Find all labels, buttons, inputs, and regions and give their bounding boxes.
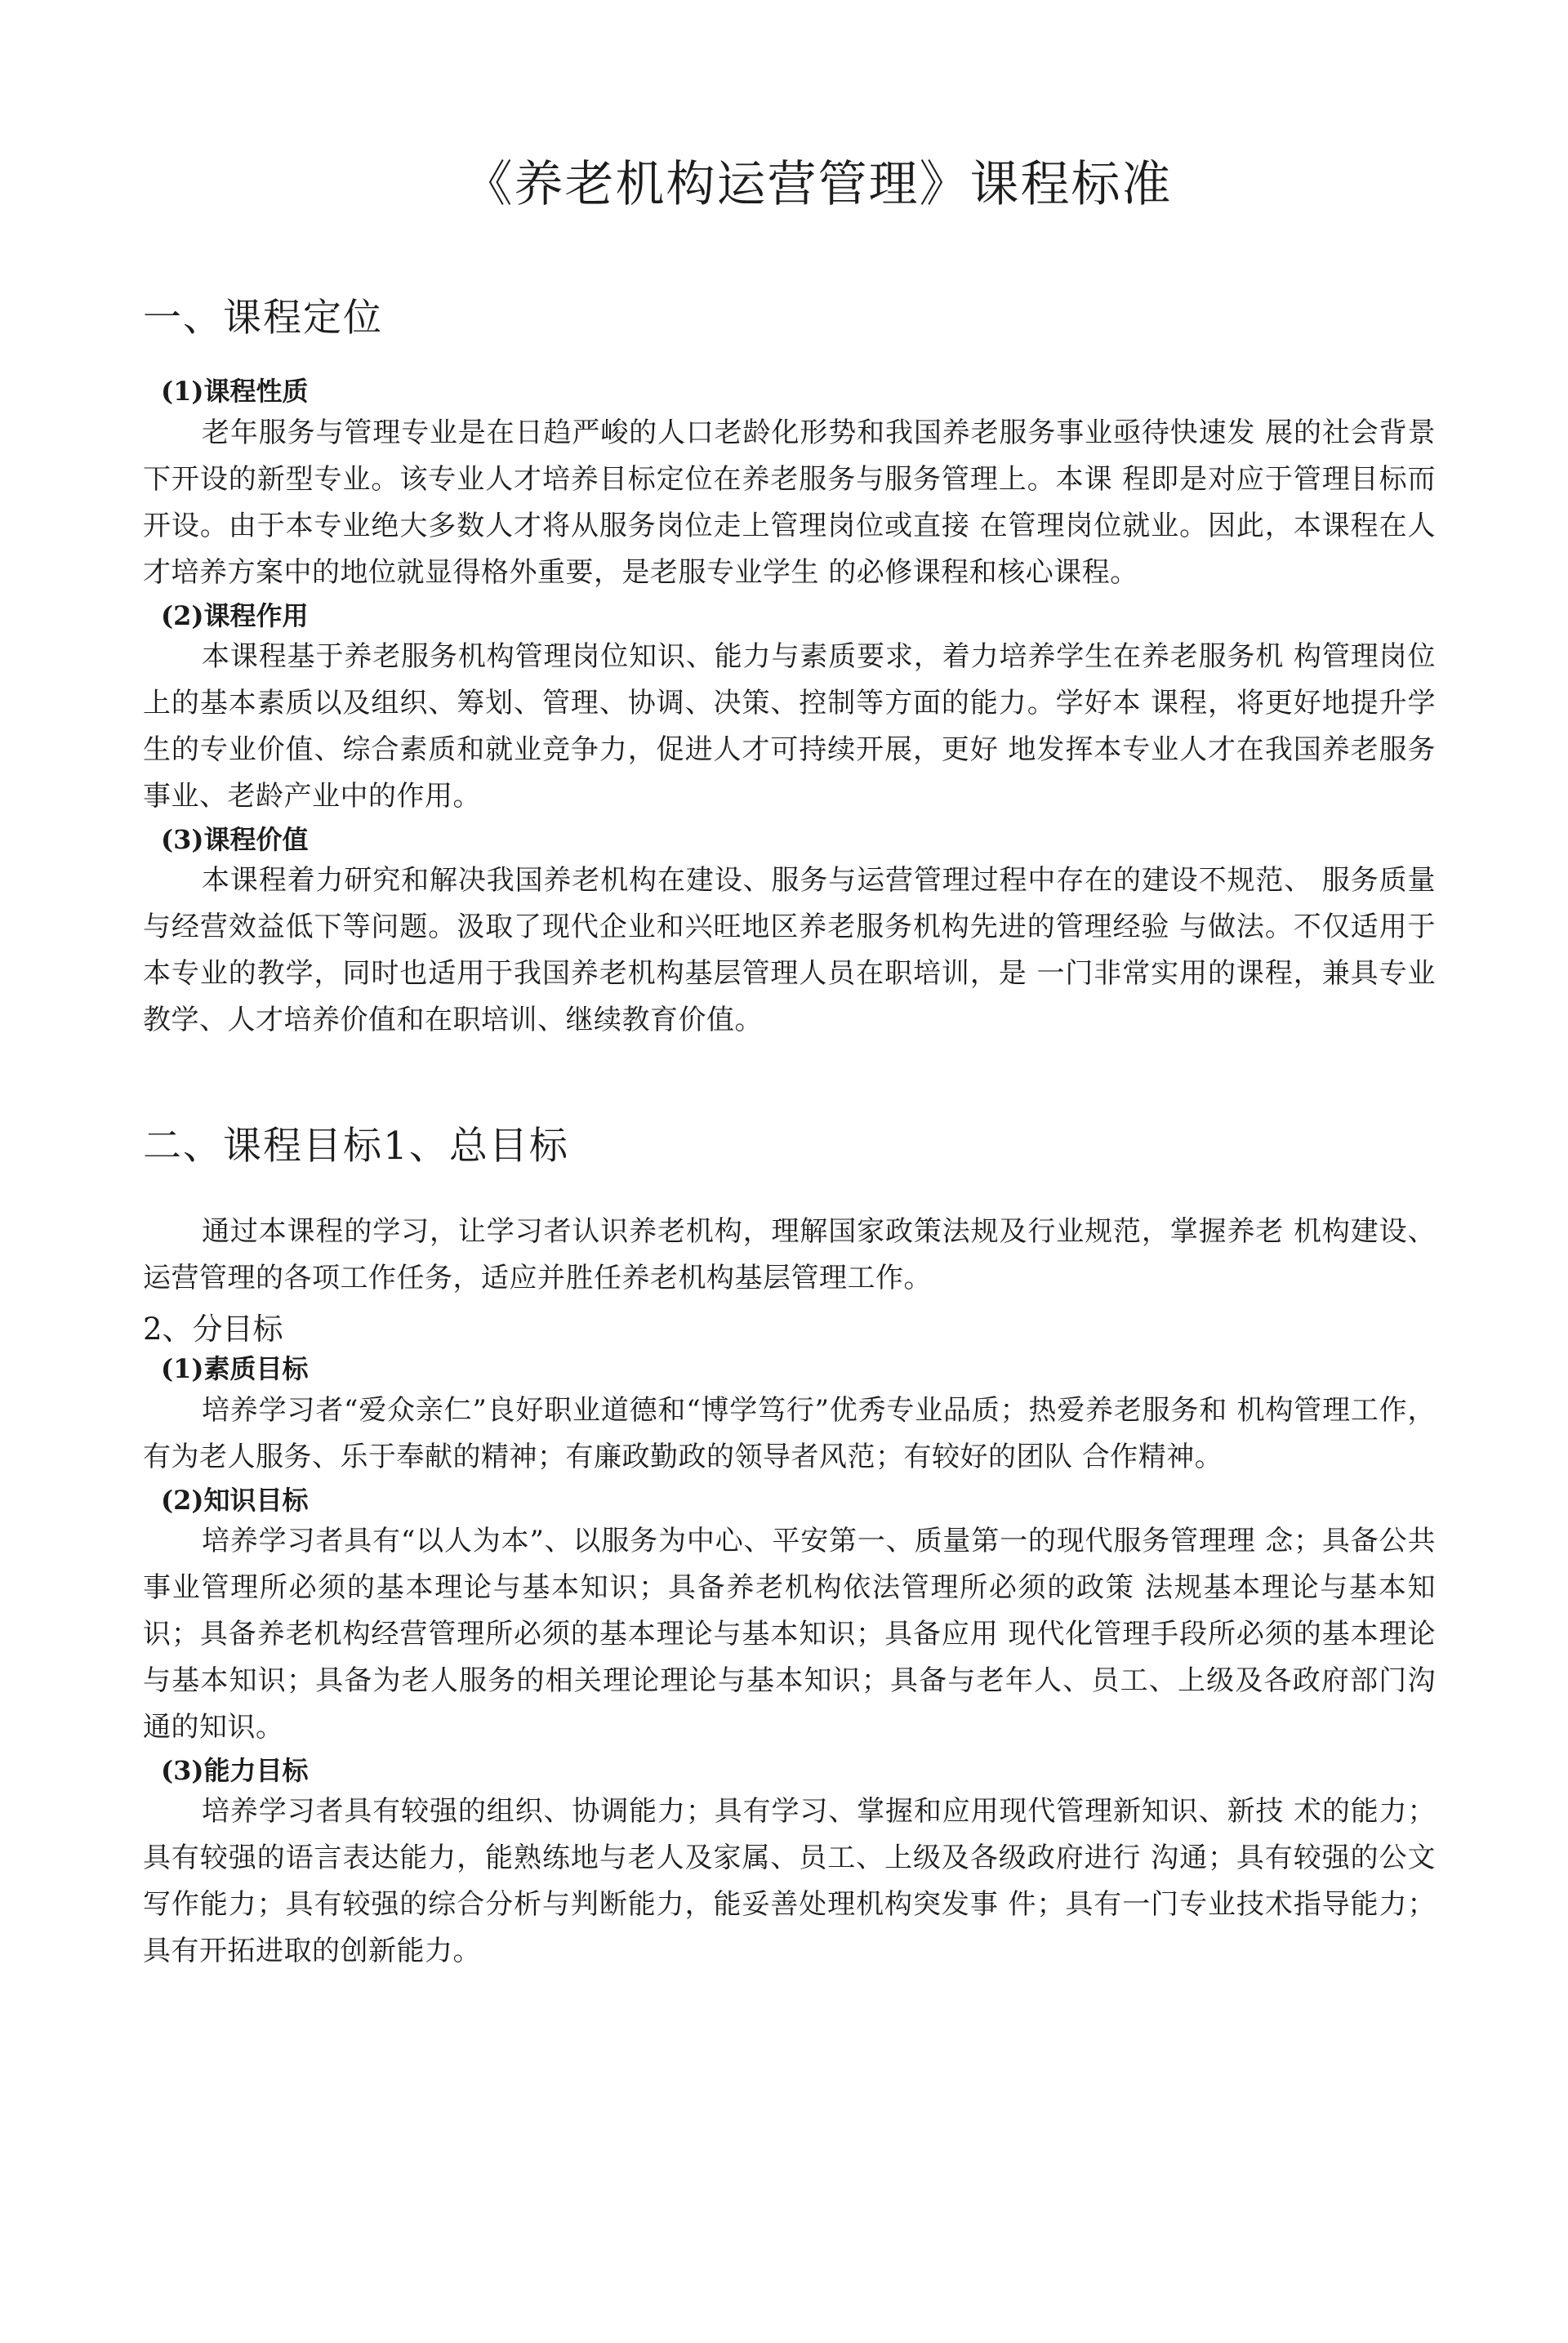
section-course-goals [143, 1124, 1436, 1975]
subheading-knowledge-goal: (2)知识目标 [161, 1484, 309, 1516]
subheading-course-nature: (1)课程性质 [161, 376, 309, 408]
subheading-course-role: (2)课程作用 [161, 599, 309, 631]
subheading-quality-goal: (1)素质目标 [161, 1353, 309, 1385]
subheading-ability-goal: (3)能力目标 [161, 1754, 309, 1786]
paragraph-course-value: 本课程着力研究和解决我国养老机构在建设、服务与运营管理过程中存在的建设不规范、 服务质量与经营效益低下等问题。汲取了现代企业和兴旺地区养老服务机构先进的管理经验 与做法。不仅适用于本专业的教学，同时也适用于我国养老机构基层管理人员在职培训，是 一门非常实用的课程，兼具专业教学、人才培养价值和在职培训、继续教育价值。 [143, 863, 1436, 1036]
paragraph-quality-goal: 培养学习者“爱众亲仁”良好职业道德和“博学笃行”优秀专业品质；热爱养老服务和 机构管理工作，有为老人服务、乐于奉献的精神；有廉政勤政的领导者风范；有较好的团队 合作精神。 [143, 1393, 1436, 1473]
subgoal-heading: 2、分目标 [143, 1312, 283, 1347]
subheading-course-value: (3)课程价值 [161, 823, 309, 855]
paragraph-course-nature: 老年服务与管理专业是在日趋严峻的人口老龄化形势和我国养老服务事业亟待快速发 展的社会背景下开设的新型专业。该专业人才培养目标定位在养老服务与服务管理上。本课 程即是对应于管理目标而开设。由于本专业绝大多数人才将从服务岗位走上管理岗位或直接 在管理岗位就业。因此，本课程在人才培养方案中的地位就显得格外重要，是老服专业学生 的必修课程和核心课程。 [143, 416, 1436, 589]
paragraph-overall-goal: 通过本课程的学习，让学习者认识养老机构，理解国家政策法规及行业规范，掌握养老 机构建设、运营管理的各项工作任务，适应并胜任养老机构基层管理工作。 [143, 1215, 1436, 1295]
section-course-positioning [143, 296, 1436, 1044]
paragraph-ability-goal: 培养学习者具有较强的组织、协调能力；具有学习、掌握和应用现代管理新知识、新技 术的能力；具有较强的语言表达能力，能熟练地与老人及家属、员工、上级及各级政府进行 沟通；具有较强的公文写作能力；具有较强的综合分析与判断能力，能妥善处理机构突发事 件；具有一门专业技术指导能力；具有开拓进取的创新能力。 [143, 1795, 1436, 1967]
document-title: 《养老机构运营管理》课程标准 [463, 156, 1173, 213]
section-heading-goals: 二、课程目标1、总目标 [143, 1123, 569, 1169]
paragraph-knowledge-goal: 培养学习者具有“以人为本”、以服务为中心、平安第一、质量第一的现代服务管理理 念；具备公共事业管理所必须的基本理论与基本知识；具备养老机构依法管理所必须的政策 法规基本理论与基本知识；具备养老机构经营管理所必须的基本理论与基本知识；具备应用 现代化管理手段所必须的基本理论与基本知识；具备为老人服务的相关理论理论与基本知识；具备与老年人、员工、上级及各政府部门沟通的知识。 [143, 1524, 1436, 1744]
paragraph-course-role: 本课程基于养老服务机构管理岗位知识、能力与素质要求，着力培养学生在养老服务机 构管理岗位上的基本素质以及组织、筹划、管理、协调、决策、控制等方面的能力。学好本 课程，将更好地提升学生的专业价值、综合素质和就业竞争力，促进人才可持续开展，更好 地发挥本专业人才在我国养老服务事业、老龄产业中的作用。 [143, 639, 1436, 813]
section-heading-positioning: 一、课程定位 [143, 296, 383, 341]
